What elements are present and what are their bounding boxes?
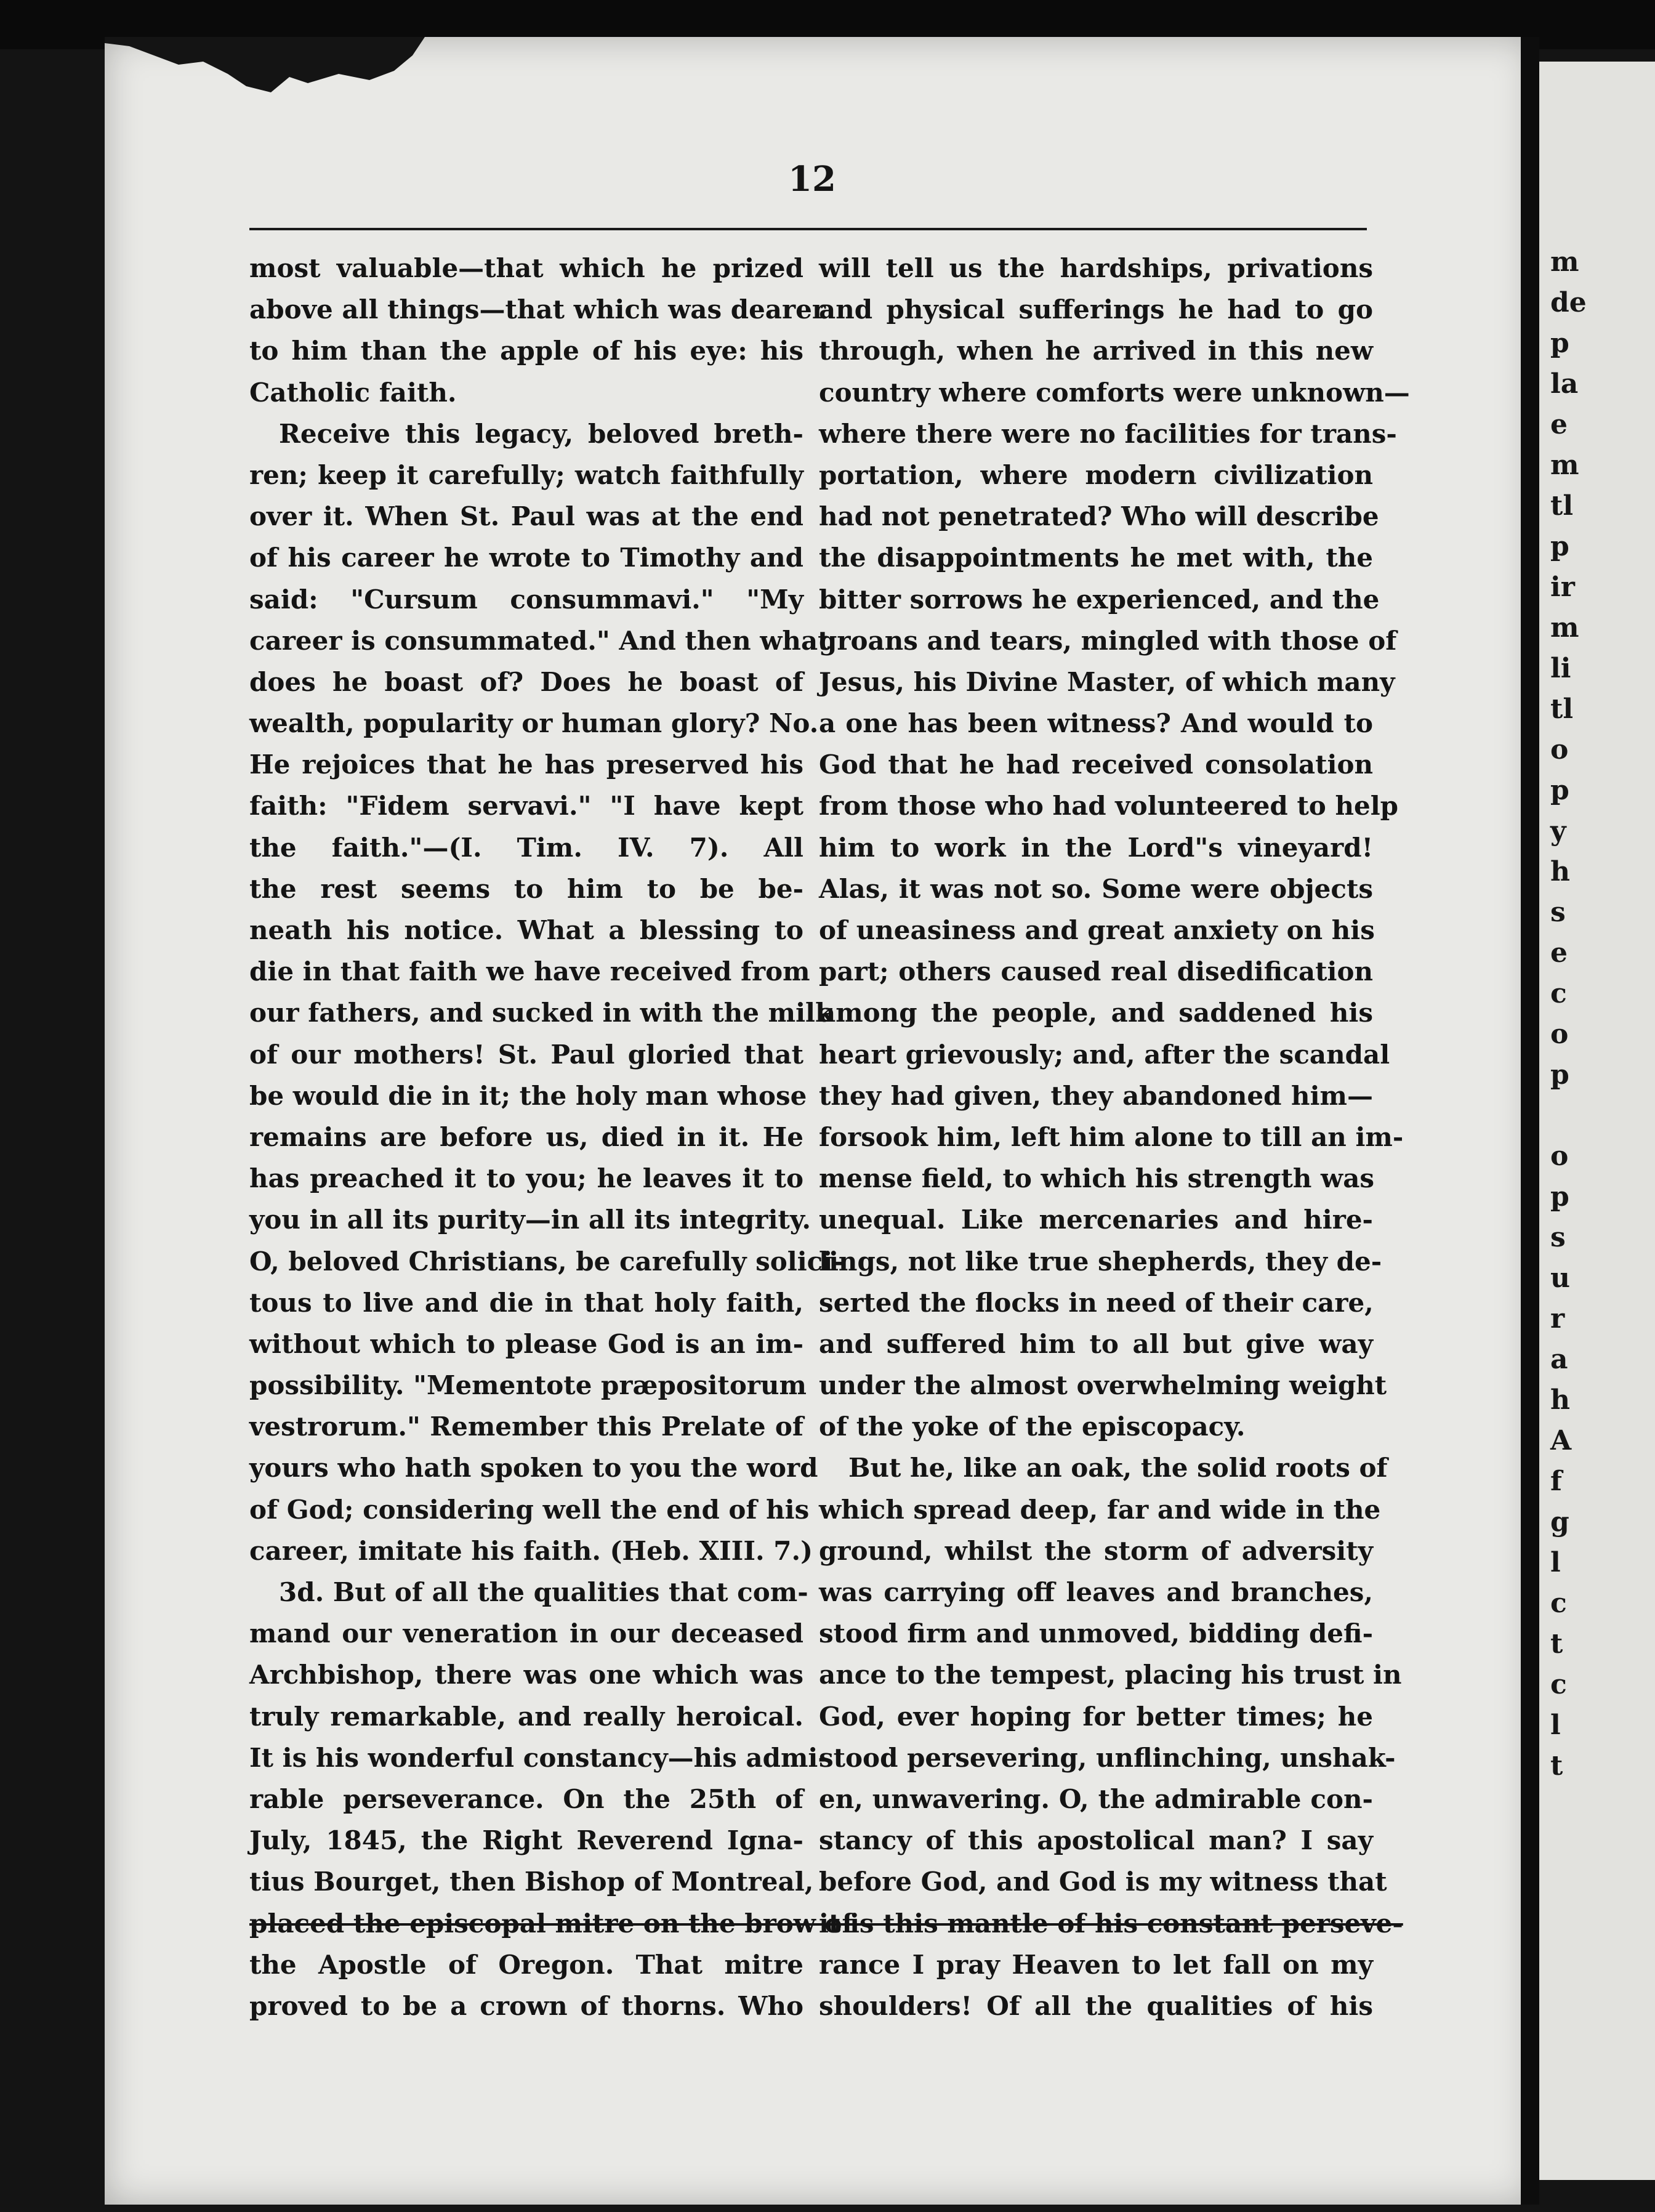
right-column-line: Jesus, his Divine Master, of which many [819, 666, 1395, 697]
left-column-line: be would die in it; the holy man whose [249, 1080, 807, 1111]
left-column-line: without which to please God is an im- [249, 1328, 803, 1359]
left-column-line: ren; keep it carefully; watch faithfully [249, 459, 803, 490]
next-page-fragment: m [1550, 612, 1579, 644]
right-column-line: bitter sorrows he experienced, and the [819, 584, 1380, 615]
next-page-fragment: e [1550, 409, 1568, 440]
left-column-line: mand our veneration in our deceased [249, 1618, 803, 1649]
right-column-line: will tell us the hardships, privations [819, 253, 1373, 283]
left-column-line: yours who hath spoken to you the word [249, 1453, 818, 1483]
next-page-fragment: A [1550, 1425, 1572, 1456]
left-column-line: Receive this legacy, beloved breth- [279, 418, 803, 449]
left-column-line: has preached it to you; he leaves it to [249, 1163, 803, 1194]
left-column-line: remains are before us, died in it. He [249, 1121, 803, 1152]
torn-corner [105, 37, 425, 111]
next-page-fragment: t [1550, 1750, 1563, 1782]
next-page-fragment: m [1550, 246, 1579, 278]
next-page-fragment: tl [1550, 490, 1574, 522]
right-column-line: of the yoke of the episcopacy. [819, 1411, 1246, 1442]
left-column-line: O, beloved Christians, be carefully solici- [249, 1246, 844, 1277]
right-column-line: through, when he arrived in this new [819, 336, 1373, 366]
next-page-fragment: h [1550, 1384, 1570, 1416]
next-page-fragment: m [1550, 450, 1579, 481]
next-page-fragment: c [1550, 1669, 1567, 1700]
right-column-line: forsook him, left him alone to till an im- [819, 1121, 1404, 1152]
left-column-line: above all things—that which was dearer [249, 294, 826, 325]
right-column-line: Alas, it was not so. Some were objects [819, 873, 1373, 904]
left-column-line: the rest seems to him to be be- [249, 873, 803, 904]
right-column-line: heart grievously; and, after the scandal [819, 1039, 1390, 1070]
next-page-fragment: l [1550, 1547, 1561, 1578]
right-column-line: and suffered him to all but give way [819, 1328, 1373, 1359]
next-page-fragment: tl [1550, 693, 1574, 725]
left-column-line: career is consummated." And then what [249, 625, 830, 656]
next-page-fragment: li [1550, 653, 1571, 684]
right-column-line: him to work in the Lord"s vineyard! [819, 832, 1373, 863]
next-page-fragment: g [1550, 1506, 1569, 1538]
right-column-line: rance I pray Heaven to let fall on my [819, 1949, 1373, 1980]
right-column [819, 248, 1410, 2027]
next-page-fragment: a [1550, 1344, 1568, 1375]
right-column-line: groans and tears, mingled with those of [819, 625, 1397, 656]
right-column-line: serted the flocks in need of their care, [819, 1287, 1374, 1318]
next-page-fragment: l [1550, 1709, 1561, 1741]
left-column-line: tius Bourget, then Bishop of Montreal, [249, 1867, 814, 1897]
next-page-fragment: o [1550, 734, 1569, 765]
page-gutter [1521, 37, 1539, 2205]
right-column-line: country where comforts were unknown— [819, 377, 1410, 408]
left-column-line: July, 1845, the Right Reverend Igna- [249, 1825, 803, 1856]
right-column-line: which spread deep, far and wide in the [819, 1494, 1381, 1525]
left-column-line: most valuable—that which he prized [249, 253, 803, 283]
next-page-fragment: s [1550, 897, 1566, 928]
left-column-line: our fathers, and sucked in with the milk [249, 998, 834, 1028]
right-column-line: stood firm and unmoved, bidding defi- [819, 1618, 1373, 1649]
left-column-line: 3d. But of all the qualities that com- [279, 1577, 808, 1607]
left-column-line: truly remarkable, and really heroical. [249, 1701, 803, 1732]
next-page-fragment: de [1550, 287, 1587, 318]
left-column-line: proved to be a crown of thorns. Who [249, 1990, 803, 2021]
left-column-line: He rejoices that he has preserved his [249, 749, 803, 780]
next-page-fragment: p [1550, 531, 1569, 562]
right-column-line: mense field, to which his strength was [819, 1163, 1375, 1194]
next-page-fragment: e [1550, 937, 1568, 969]
right-column-line: en, unwavering. O, the admirable con- [819, 1783, 1373, 1814]
header-rule [249, 228, 1367, 230]
left-column-line: possibility. "Mementote præpositorum [249, 1370, 807, 1401]
page-number: 12 [788, 159, 836, 200]
left-column-line: placed the episcopal mitre on the brow of [249, 1908, 853, 1939]
next-page-fragment: p [1550, 1181, 1569, 1213]
left-column-line: does he boast of? Does he boast of [249, 666, 803, 697]
right-column-line: unequal. Like mercenaries and hire- [819, 1205, 1373, 1235]
next-page-fragment: c [1550, 978, 1567, 1009]
right-column-line: stood persevering, unflinching, unshak- [819, 1742, 1396, 1773]
left-column-line: vestrorum." Remember this Prelate of [249, 1411, 803, 1442]
left-column-line: Catholic faith. [249, 377, 457, 408]
next-page-fragment: o [1550, 1019, 1569, 1050]
right-column-line: ground, whilst the storm of adversity [819, 1535, 1373, 1566]
left-column-line: It is his wonderful constancy—his admi- [249, 1742, 829, 1773]
right-column-line: was carrying off leaves and branches, [819, 1577, 1373, 1607]
next-page-fragment: c [1550, 1588, 1567, 1619]
right-column-line: where there were no facilities for trans- [819, 418, 1397, 449]
left-column-line: the faith."—(I. Tim. IV. 7). All [249, 832, 803, 863]
next-page-fragment: u [1550, 1262, 1570, 1294]
left-column-line: career, imitate his faith. (Heb. XIII. 7.) [249, 1535, 813, 1566]
next-page-fragment: o [1550, 1140, 1569, 1172]
right-column-line: among the people, and saddened his [819, 998, 1373, 1028]
right-column-line: stancy of this apostolical man? I say [819, 1825, 1373, 1856]
right-column-line: shoulders! Of all the qualities of his [819, 1990, 1373, 2021]
right-column-line: God that he had received consolation [819, 749, 1373, 780]
right-column-line: from those who had volunteered to help [819, 791, 1399, 821]
next-page-fragment: p [1550, 328, 1569, 359]
next-page-fragment: la [1550, 368, 1579, 400]
left-column-line: Archbishop, there was one which was [249, 1660, 803, 1690]
right-column-line: God, ever hoping for better times; he [819, 1701, 1373, 1732]
right-column-line: before God, and God is my witness that [819, 1867, 1387, 1897]
left-column-line: you in all its purity—in all its integrity. [249, 1205, 811, 1235]
next-page-fragment: s [1550, 1222, 1566, 1253]
right-column-line: But he, like an oak, the solid roots of [848, 1453, 1388, 1483]
next-page-fragment: y [1550, 815, 1566, 847]
left-column-line: of God; considering well the end of his [249, 1494, 810, 1525]
left-column-line: rable perseverance. On the 25th of [249, 1783, 803, 1814]
left-column-line: said: "Cursum consummavi." "My [249, 584, 803, 615]
left-column-line: tous to live and die in that holy faith, [249, 1287, 803, 1318]
left-column-line: neath his notice. What a blessing to [249, 915, 803, 945]
right-column-line: had not penetrated? Who will describe [819, 501, 1379, 532]
next-page-fragment: p [1550, 775, 1569, 806]
right-column-line: and physical sufferings he had to go [819, 294, 1373, 325]
right-column-line: under the almost overwhelming weight [819, 1370, 1387, 1401]
right-column-line: portation, where modern civilization [819, 459, 1373, 490]
left-column-line: of our mothers! St. Paul gloried that [249, 1039, 803, 1070]
right-column-line: they had given, they abandoned him— [819, 1080, 1373, 1111]
right-column-line: ance to the tempest, placing his trust in [819, 1660, 1402, 1690]
left-column-line: the Apostle of Oregon. That mitre [249, 1949, 803, 1980]
right-column-line: a one has been witness? And would to [819, 708, 1373, 739]
right-column-line: the disappointments he met with, the [819, 543, 1373, 573]
right-column-line: lings, not like true shepherds, they de- [819, 1246, 1382, 1277]
left-column-line: to him than the apple of his eye: his [249, 336, 803, 366]
right-column-line: part; others caused real disedification [819, 956, 1373, 987]
next-page-fragment: f [1550, 1466, 1562, 1497]
left-column-line: wealth, popularity or human glory? No. [249, 708, 819, 739]
next-page-edge [1539, 62, 1655, 2180]
next-page-fragment: r [1550, 1303, 1565, 1334]
right-column-line: of uneasiness and great anxiety on his [819, 915, 1375, 945]
left-column [249, 248, 853, 2027]
next-page-fragment: p [1550, 1059, 1569, 1091]
left-column-line: of his career he wrote to Timothy and [249, 543, 803, 573]
left-column-line: faith: "Fidem servavi." "I have kept [249, 791, 803, 821]
right-column-line: it is this mantle of his constant perseve- [819, 1908, 1403, 1939]
left-column-line: die in that faith we have received from [249, 956, 810, 987]
next-page-fragment: ir [1550, 571, 1575, 603]
left-column-line: over it. When St. Paul was at the end [249, 501, 803, 532]
next-page-fragment: h [1550, 856, 1570, 887]
next-page-fragment: t [1550, 1628, 1563, 1660]
